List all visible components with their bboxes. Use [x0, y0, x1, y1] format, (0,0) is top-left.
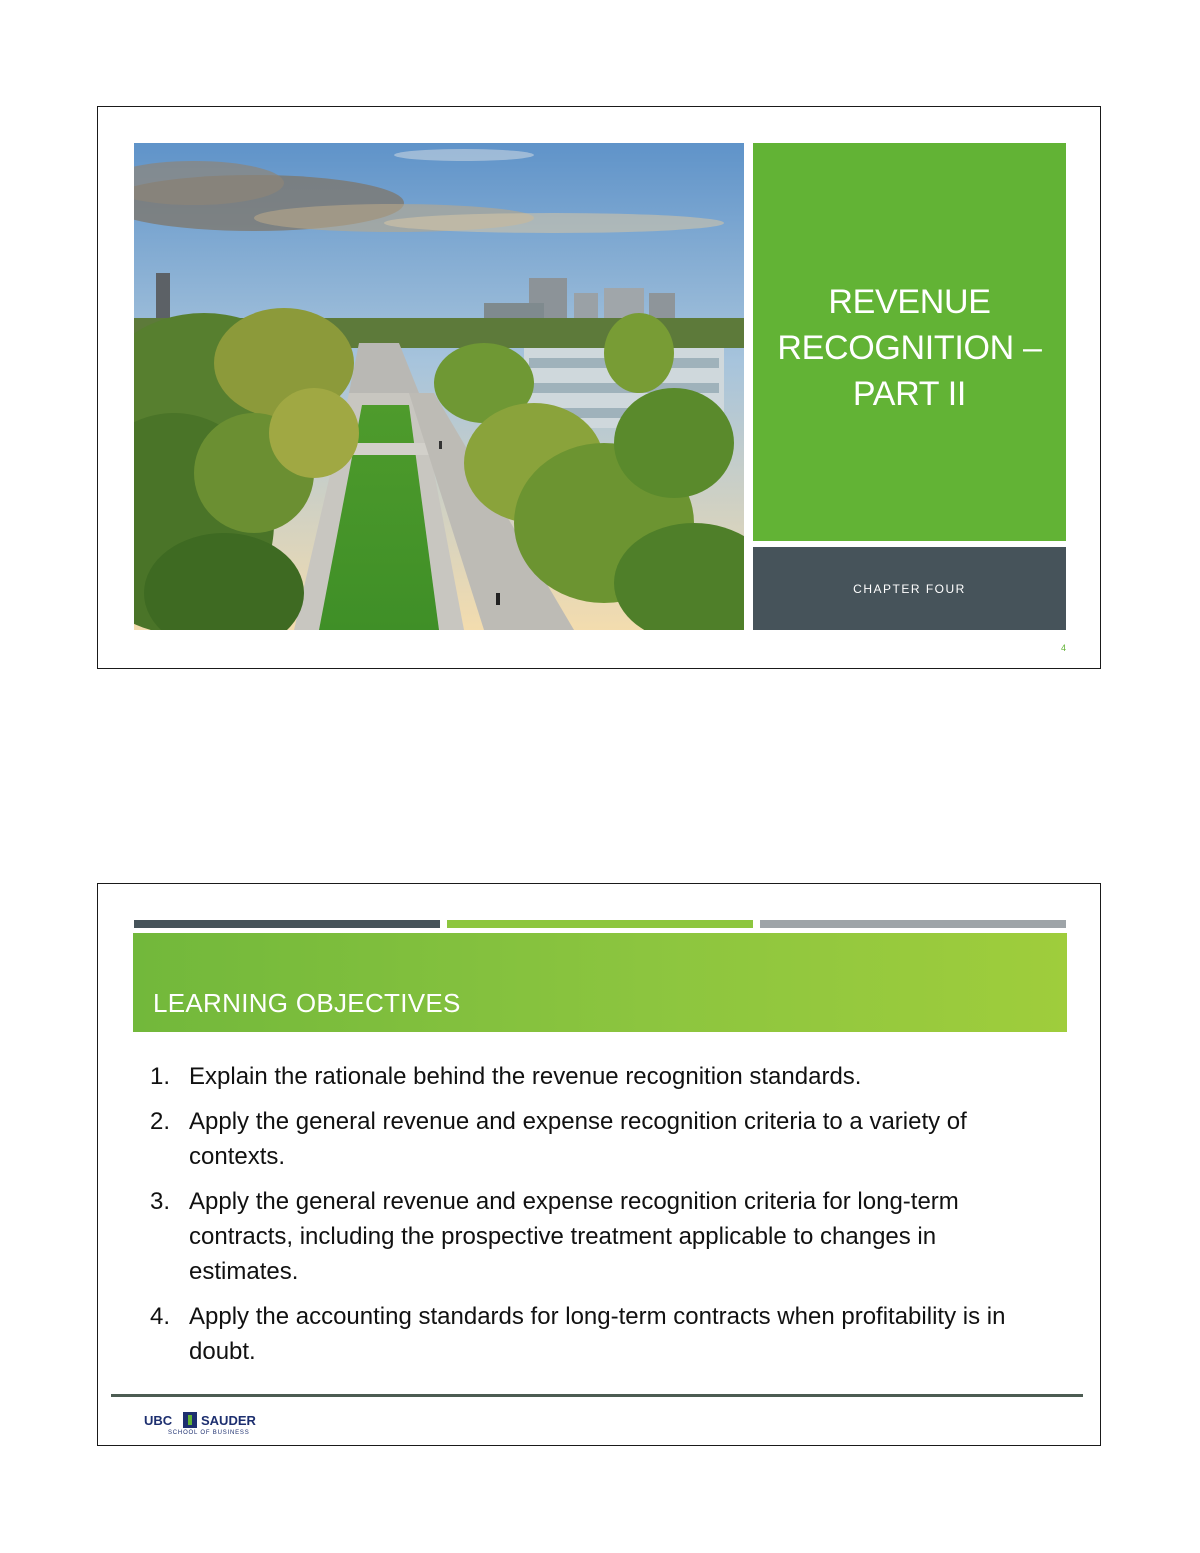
slide-title: REVENUE RECOGNITION – PART II: [777, 283, 1042, 413]
campus-aerial-photo: [134, 143, 744, 630]
accent-bar-green: [447, 920, 753, 928]
accent-bar-gray: [760, 920, 1066, 928]
list-text: Explain the rationale behind the revenue recognition standards.: [189, 1063, 862, 1090]
title-slide: [97, 106, 1101, 669]
list-text: Apply the accounting standards for long-term contracts when profitability is in doubt.: [189, 1303, 1006, 1365]
ubc-sauder-logo: [144, 1411, 284, 1441]
slide-heading: LEARNING OBJECTIVES: [153, 988, 461, 1018]
list-item: [150, 1059, 1050, 1094]
list-number: 3.: [150, 1188, 171, 1215]
list-item: [150, 1184, 1050, 1289]
list-number: 4.: [150, 1303, 171, 1330]
logo-sauder: SAUDER: [201, 1413, 256, 1428]
objectives-slide: [97, 883, 1101, 1446]
footer-divider: [111, 1394, 1083, 1397]
list-text: Apply the general revenue and expense recognition criteria to a variety of contexts.: [189, 1108, 967, 1170]
logo-mark-icon: [183, 1412, 197, 1428]
objectives-list: [150, 1059, 1050, 1379]
accent-bar-dark: [134, 920, 440, 928]
list-text: Apply the general revenue and expense recognition criteria for long-term contracts, including the prospective treatment applicable to changes in estimates.: [189, 1188, 959, 1285]
logo-ubc: UBC: [144, 1413, 173, 1428]
title-box: [753, 143, 1066, 541]
page-number: 4: [1060, 643, 1066, 653]
logo-school: SCHOOL OF BUSINESS: [168, 1430, 250, 1436]
chapter-box: [753, 547, 1066, 630]
list-item: [150, 1299, 1050, 1369]
list-item: [150, 1104, 1050, 1174]
chapter-label: CHAPTER FOUR: [853, 581, 966, 596]
header-band: [133, 933, 1067, 1032]
list-number: 1.: [150, 1063, 171, 1090]
list-number: 2.: [150, 1108, 171, 1135]
accent-bars: [134, 920, 1066, 928]
